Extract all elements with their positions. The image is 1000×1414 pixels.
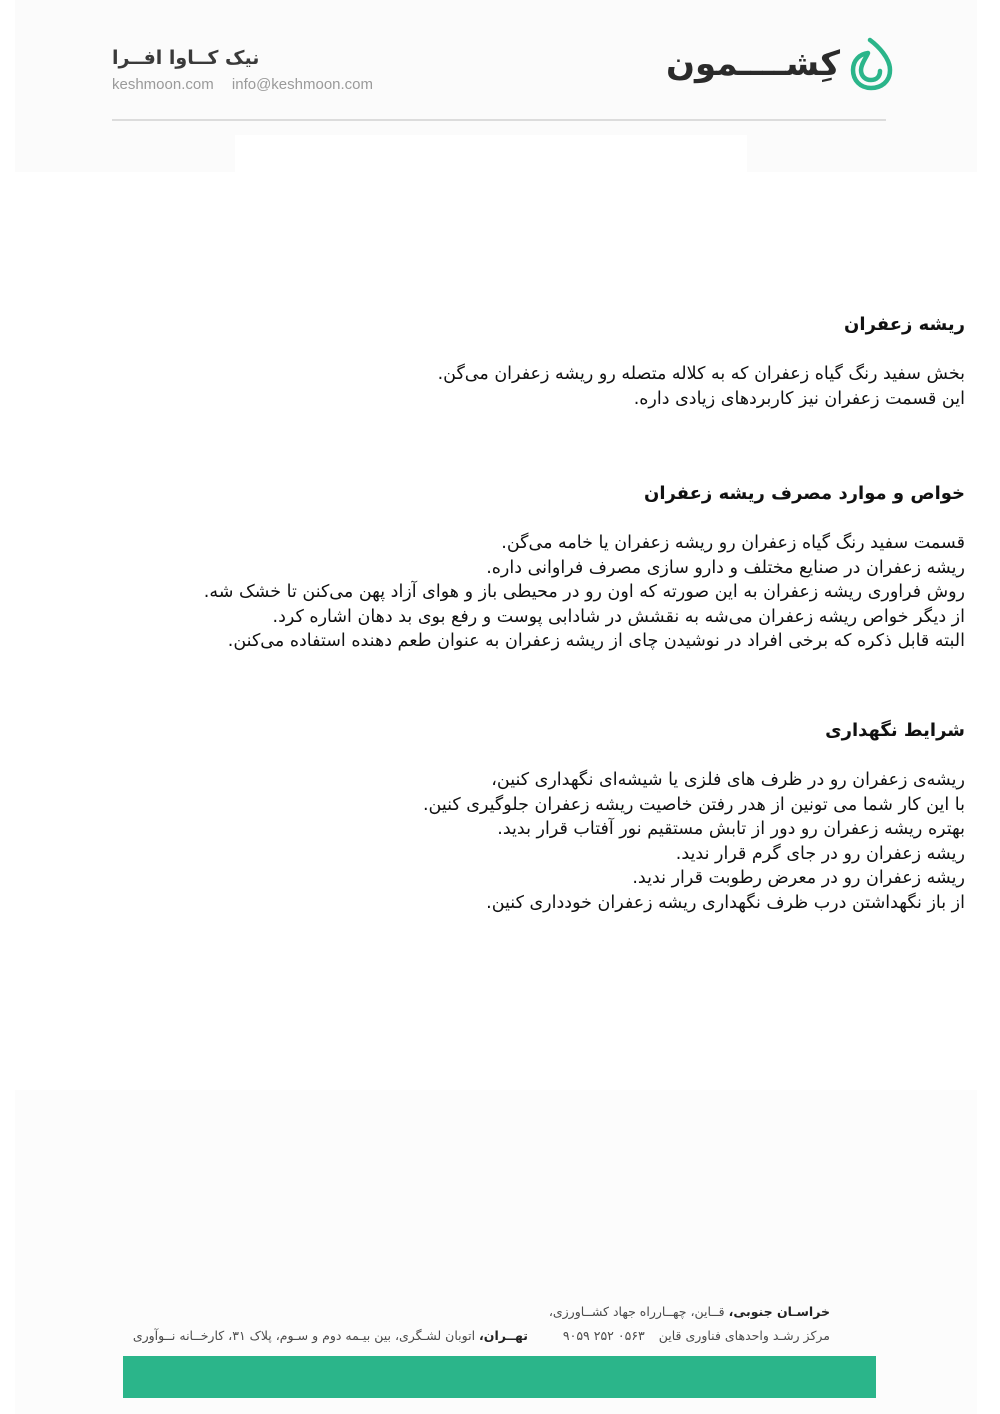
footer-phone[interactable]: ۰۵۶۳ ۲۵۲ ۹۰۵۹ [562, 1328, 645, 1343]
paragraph-line: قسمت سفید رنگ گیاه زعفران رو ریشه زعفران یا خامه می‌گن. [501, 533, 965, 553]
paragraph-line: بهتره ریشه زعفران رو دور از تابش مستقیم نور آفتاب قرار بدید. [497, 819, 965, 839]
website-link[interactable]: keshmoon.com [112, 76, 214, 93]
paragraph-line: روش فراوری ریشه زعفران به این صورته که اون رو در محیطی باز و هوای آزاد پهن می‌کنن تا خشک شه. [203, 582, 965, 602]
footer-address-line [549, 1324, 830, 1348]
paragraph-line: با این کار شما می تونین از هدر رفتن خاصیت ریشه زعفران جلوگیری کنین. [422, 794, 965, 815]
section-properties-uses [204, 481, 965, 654]
section-paragraph [438, 362, 965, 411]
section-saffron-root [438, 312, 965, 411]
footer-city: تهــران، [479, 1328, 528, 1343]
footer-address-south-khorasan [549, 1300, 830, 1348]
section-paragraph [204, 531, 965, 654]
footer-accent-bar [123, 1356, 876, 1398]
section-title: خواص و موارد مصرف ریشه زعفران [643, 483, 965, 504]
section-storage-conditions [423, 718, 965, 915]
footer-address-line [549, 1300, 830, 1324]
section-title: شرایط نگهداری [825, 720, 965, 741]
header-divider [112, 119, 886, 121]
paragraph-line: ریشه زعفران رو در جای گرم قرار ندید. [675, 843, 965, 864]
paragraph-line: ریشه زعفران رو در معرض رطوبت قرار ندید. [632, 868, 965, 888]
brand [666, 34, 894, 94]
footer-city: خراسـان جنوبی، [728, 1304, 830, 1319]
paragraph-line: ریشه‌ی زعفران رو در ظرف های فلزی یا شیشه‌ای نگهداری کنین، [491, 770, 965, 790]
company-name: نیک کــاوا افــرا [112, 47, 260, 69]
brand-name: کِشــــمون [666, 44, 840, 84]
section-title: ریشه زعفران [844, 314, 965, 335]
company-info [112, 44, 412, 93]
header-background-inset [235, 135, 747, 175]
paragraph-line: البته قابل ذکره که برخی افراد در نوشیدن چای از ریشه زعفران به عنوان طعم دهنده استفاده می‌کنن. [227, 631, 965, 651]
section-paragraph [423, 768, 965, 915]
paragraph-line: از باز نگهداشتن درب ظرف نگهداری ریشه زعفران خودداری کنین. [486, 892, 965, 913]
paragraph-line: ریشه زعفران در صنایع مختلف و دارو سازی مصرف فراوانی داره. [486, 557, 965, 578]
paragraph-line: این قسمت زعفران نیز کاربردهای زیادی داره. [633, 388, 965, 409]
footer-center: مرکز رشـد واحدهای فناوری قاین [658, 1328, 830, 1343]
email-link[interactable]: info@keshmoon.com [231, 76, 374, 93]
footer-street: قــاین، چهــارراه جهاد کشــاورزی، [548, 1304, 729, 1319]
contact-line [112, 76, 412, 93]
paragraph-line: بخش سفید رنگ گیاه زعفران که به کلاله متصله رو ریشه زعفران می‌گن. [437, 364, 965, 384]
spiral-drop-logo-icon [848, 36, 894, 92]
footer-address-tehran [132, 1324, 528, 1348]
footer-street: اتوبان لشـگری، بین بیـمه دوم و سـوم، پلاک ۳۱، کارخــانه نــوآوری [132, 1328, 480, 1343]
paragraph-line: از دیگر خواص ریشه زعفران می‌شه به نقشش در شادابی پوست و رفع بوی بد دهان اشاره کرد. [272, 606, 965, 627]
